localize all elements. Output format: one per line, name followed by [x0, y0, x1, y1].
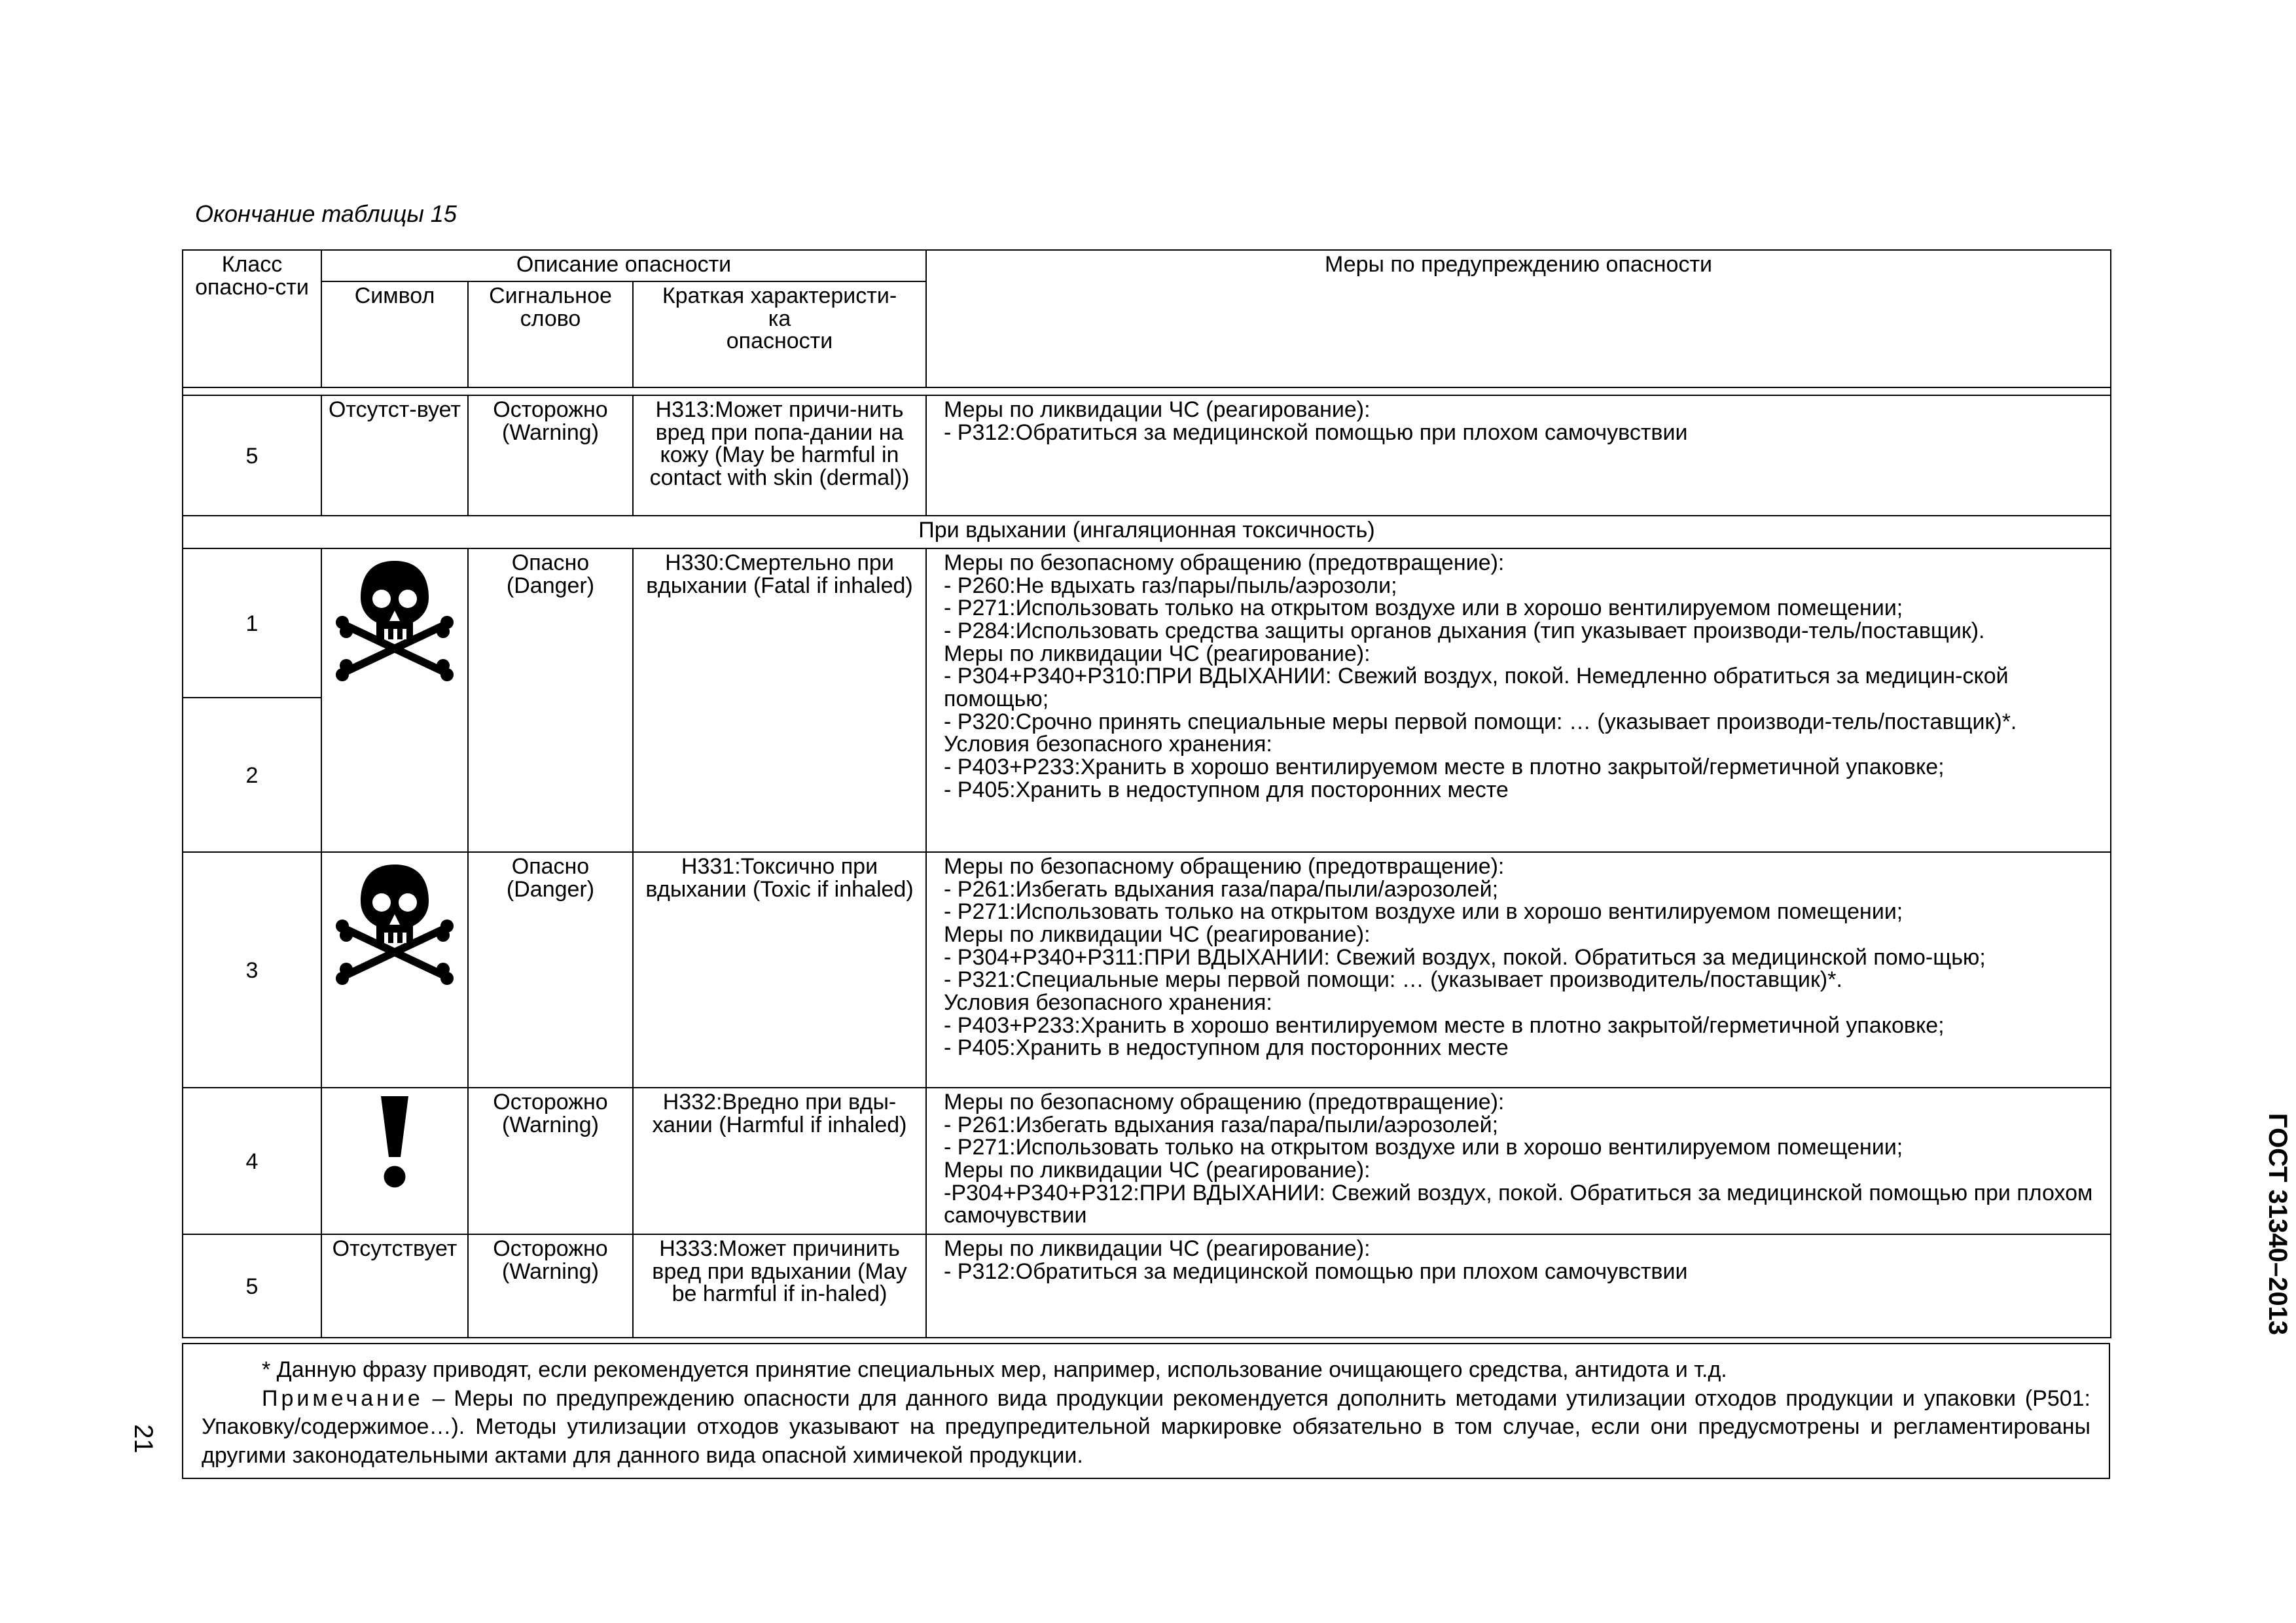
symbol-text: Отсутст-вует [321, 395, 468, 516]
table-caption: Окончание таблицы 15 [195, 200, 457, 227]
notes-box [182, 1343, 2110, 1479]
measure-line: Меры по ликвидации ЧС (реагирование): [944, 1236, 1371, 1261]
measure-line: Меры по безопасному обращению (предотвращение): [944, 550, 1505, 575]
class-cell: 5 [183, 395, 321, 516]
symbol-cell [321, 852, 468, 1088]
symbol-cell [321, 1088, 468, 1234]
measure-line: Меры по безопасному обращению (предотвращение): [944, 1090, 1505, 1115]
measure-line: Меры по ликвидации ЧС (реагирование): [944, 397, 1371, 422]
measures-cell [926, 1088, 2111, 1234]
measures-cell [926, 852, 2111, 1088]
measure-line: Условия безопасного хранения: [944, 732, 1272, 757]
measure-line: - P403+P233:Хранить в хорошо вентилируемом месте в плотно закрытой/герметичной упаковке; [944, 755, 1945, 780]
footnote: * Данную фразу приводят, если рекомендуется принятие специальных мер, например, использование очищающего средства, антидота и т.д. [262, 1357, 1727, 1382]
section-row [183, 516, 2111, 548]
measure-line: - P405:Хранить в недоступном для посторонних месте [944, 777, 1509, 802]
measure-line: - P304+P340+P311:ПРИ ВДЫХАНИИ: Свежий воздух, покой. Обратиться за медицинской помо-щью; [944, 944, 1986, 970]
symbol-cell [321, 548, 468, 852]
signal-word-cell: Осторожно (Warning) [468, 395, 633, 516]
note-label: Примечание [262, 1385, 423, 1411]
signal-word-cell: Осторожно (Warning) [468, 1234, 633, 1338]
measure-line: Условия безопасного хранения: [944, 990, 1272, 1016]
measure-line: -P304+P340+P312:ПРИ ВДЫХАНИИ: Свежий воздух, покой. Обратиться за медицинской помощью при плохом самочувствии [944, 1180, 2093, 1228]
measure-line: Меры по ликвидации ЧС (реагирование): [944, 1158, 1371, 1183]
table-row [183, 395, 2111, 516]
class-cell: 2 [183, 698, 321, 852]
section-title: При вдыхании (ингаляционная токсичность) [183, 516, 2111, 548]
measure-line: - P261:Избегать вдыхания газа/пара/пыли/аэрозолей; [944, 876, 1499, 902]
measure-line: Меры по безопасному обращению (предотвращение): [944, 854, 1505, 879]
hazard-statement: H333:Может причинить вред при вдыхании (May be harmful if in-haled) [633, 1234, 926, 1338]
signal-word-cell: Опасно (Danger) [468, 548, 633, 852]
hazard-table [182, 249, 2111, 1338]
standard-designation: ГОСТ 31340–2013 [2263, 1113, 2293, 1336]
header-brief-line2: ка [768, 306, 791, 331]
measure-line: - P260:Не вдыхать газ/пары/пыль/аэрозоли; [944, 573, 1397, 598]
measure-line: - P403+P233:Хранить в хорошо вентилируемом месте в плотно закрытой/герметичной упаковке; [944, 1012, 1945, 1038]
skull-crossbones-icon [329, 553, 460, 684]
measure-line: - P271:Использовать только на открытом воздухе или в хорошо вентилируемом помещении; [944, 596, 1903, 621]
note-text: – Меры по предупреждению опасности для данного вида продукции рекомендуется дополнить методами утилизации отходов продукции и упаковки (P501: Упаковку/содержимое…). Методы утилизации отходов указывают на предупредительной маркировке обязательно в том случае, если они предусмотрены и регламентированы другими законодательными актами для данного вида опасной химичекой продукции. [202, 1385, 2090, 1468]
signal-word-cell: Опасно (Danger) [468, 852, 633, 1088]
measure-line: Меры по ликвидации ЧС (реагирование): [944, 922, 1371, 948]
measure-line: Меры по ликвидации ЧС (реагирование): [944, 641, 1371, 666]
table-row [183, 1234, 2111, 1338]
measure-line: - P271:Использовать только на открытом воздухе или в хорошо вентилируемом помещении; [944, 1135, 1903, 1160]
class-cell: 4 [183, 1088, 321, 1234]
class-cell: 3 [183, 852, 321, 1088]
header-class: Класс опасно-сти [183, 250, 321, 387]
measure-line: - P304+P340+P310:ПРИ ВДЫХАНИИ: Свежий воздух, покой. Немедленно обратиться за медицин-ской помощью; [944, 664, 2009, 712]
hazard-statement: H313:Может причи-нить вред при попа-дании на кожу (May be harmful in contact with skin (dermal)) [633, 395, 926, 516]
hazard-statement: H331:Токсично при вдыхании (Toxic if inhaled) [633, 852, 926, 1088]
measure-line: - P312:Обратиться за медицинской помощью при плохом самочувствии [944, 419, 1688, 445]
header-symbol: Символ [321, 281, 468, 387]
class-cell: 1 [183, 548, 321, 698]
header-brief [633, 281, 926, 387]
header-brief-line1: Краткая характеристи- [662, 283, 897, 308]
signal-word-cell: Осторожно (Warning) [468, 1088, 633, 1234]
measure-line: - P312:Обратиться за медицинской помощью при плохом самочувствии [944, 1258, 1688, 1284]
exclamation-mark-icon [372, 1092, 418, 1190]
page-number: 21 [128, 1424, 158, 1454]
note-paragraph [202, 1385, 2090, 1471]
symbol-text: Отсутствует [321, 1234, 468, 1338]
measure-line: - P261:Избегать вдыхания газа/пара/пыли/аэрозолей; [944, 1112, 1499, 1137]
header-description: Описание опасности [321, 250, 926, 281]
measures-cell [926, 395, 2111, 516]
class-cell: 5 [183, 1234, 321, 1338]
measures-cell [926, 1234, 2111, 1338]
table-row [183, 1088, 2111, 1234]
measure-line: - P284:Использовать средства защиты органов дыхания (тип указывает производи-тель/поставщик). [944, 618, 1985, 644]
skull-crossbones-icon [329, 857, 460, 988]
table-row [183, 548, 2111, 698]
header-row [183, 250, 2111, 281]
header-brief-line3: опасности [726, 329, 833, 354]
header-signal-word: Сигнальное слово [468, 281, 633, 387]
hazard-statement: H330:Смертельно при вдыхании (Fatal if inhaled) [633, 548, 926, 852]
measures-cell [926, 548, 2111, 852]
measure-line: - P271:Использовать только на открытом воздухе или в хорошо вентилируемом помещении; [944, 899, 1903, 925]
table-row [183, 852, 2111, 1088]
measure-line: - P320:Срочно принять специальные меры первой помощи: … (указывает производи-тель/поставщик)*. [944, 709, 2017, 734]
measure-line: - P321:Специальные меры первой помощи: … (указывает производитель/поставщик)*. [944, 967, 1842, 993]
measure-line: - P405:Хранить в недоступном для посторонних месте [944, 1035, 1509, 1061]
header-measures: Меры по предупреждению опасности [926, 250, 2111, 387]
hazard-statement: H332:Вредно при вды-хании (Harmful if inhaled) [633, 1088, 926, 1234]
header-gap [183, 387, 2111, 395]
